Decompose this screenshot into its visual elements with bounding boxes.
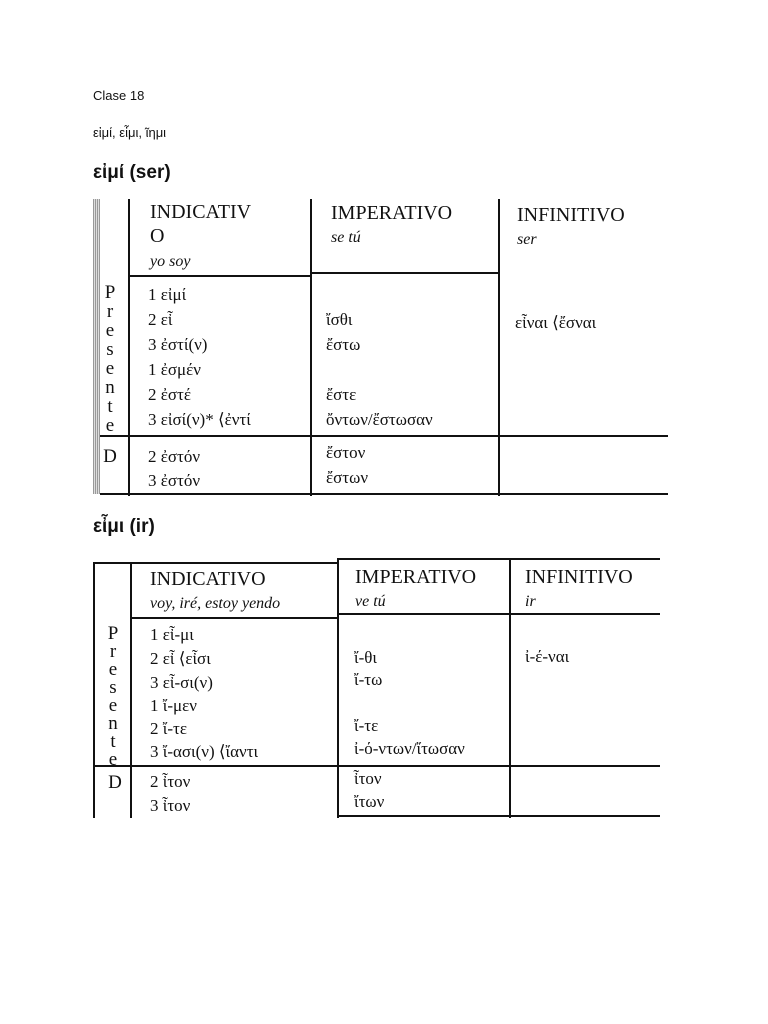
header-imperative: IMPERATIVO bbox=[331, 202, 453, 224]
indicative-form: 2 εἶ ⟨εἶσι bbox=[150, 649, 211, 668]
indicative-form: 3 ἴ-ασι(ν) ⟨ἴαντι bbox=[150, 742, 259, 761]
side-letter: n bbox=[108, 713, 118, 734]
side-letter: e bbox=[108, 749, 118, 770]
header-imperative-sub: se tú bbox=[331, 229, 361, 246]
header-indicative-a: INDICATIV bbox=[150, 201, 252, 223]
class-title: Clase 18 bbox=[93, 88, 145, 103]
imperative-form: ἴ-τω bbox=[354, 670, 383, 689]
side-letter: e bbox=[105, 320, 115, 341]
imperative-form: ἔστε bbox=[326, 385, 357, 404]
infinitive-form: ἰ-έ-ναι bbox=[525, 647, 570, 666]
header-infinitive-sub: ir bbox=[525, 593, 536, 610]
side-letter: s bbox=[106, 339, 114, 360]
dual-indicative-form: 2 ἶτον bbox=[150, 772, 191, 791]
section1-heading: εἰμί (ser) bbox=[93, 162, 171, 183]
side-letter: e bbox=[108, 695, 118, 716]
imperative-form: ἴσθι bbox=[326, 310, 353, 329]
header-indicative-sub: yo soy bbox=[150, 253, 191, 270]
side-letter: t bbox=[107, 396, 113, 417]
indicative-form: 2 ἐστέ bbox=[148, 385, 192, 404]
indicative-form: 1 ἐσμέν bbox=[148, 360, 201, 379]
scan-edge-stripe bbox=[93, 199, 100, 494]
indicative-form: 1 ἴ-μεν bbox=[150, 696, 197, 715]
side-letter: r bbox=[109, 641, 117, 662]
dual-imperative-form: ἴτων bbox=[354, 792, 385, 811]
side-letter: P bbox=[104, 282, 116, 303]
header-infinitive-sub: ser bbox=[517, 231, 537, 248]
dual-indicative-form: 3 ἶτον bbox=[150, 796, 191, 815]
dual-indicative-form: 3 ἐστόν bbox=[148, 471, 201, 490]
dual-indicative-form: 2 ἐστόν bbox=[148, 447, 201, 466]
side-letter: P bbox=[107, 623, 119, 644]
side-letter: e bbox=[105, 358, 115, 379]
conjugation-table-eimi-ir bbox=[93, 558, 660, 818]
dual-imperative-form: ἔστον bbox=[326, 443, 366, 462]
side-dual-label: D bbox=[108, 772, 122, 793]
imperative-form: ὄντων/ἔστωσαν bbox=[326, 410, 433, 429]
infinitive-form: εἶναι ⟨ἔσναι bbox=[515, 313, 597, 332]
side-letter: r bbox=[106, 301, 114, 322]
side-dual-label: D bbox=[103, 446, 117, 467]
header-infinitive: INFINITIVO bbox=[517, 204, 625, 226]
side-letter: s bbox=[109, 677, 117, 698]
verbs-line: εἰμί, εἶμι, ῖημι bbox=[93, 125, 167, 140]
header-indicative-sub: voy, iré, estoy yendo bbox=[150, 595, 281, 612]
indicative-form: 2 εἶ bbox=[148, 310, 173, 329]
indicative-form: 1 εἰμί bbox=[148, 285, 187, 304]
indicative-form: 2 ἴ-τε bbox=[150, 719, 187, 738]
indicative-form: 3 εἰσί(ν)* ⟨ἐντί bbox=[148, 410, 251, 429]
imperative-form: ἰ-ό-ντων/ἴτωσαν bbox=[354, 739, 465, 758]
indicative-form: 1 εἶ-μι bbox=[150, 625, 194, 644]
imperative-form: ἴ-θι bbox=[354, 648, 377, 667]
header-indicative: INDICATIVO bbox=[150, 568, 266, 590]
dual-imperative-form: ἔστων bbox=[326, 468, 369, 487]
conjugation-table-eimi-ser bbox=[93, 199, 668, 496]
header-infinitive: INFINITIVO bbox=[525, 566, 633, 588]
side-letter: t bbox=[110, 731, 116, 752]
header-indicative-b: O bbox=[150, 225, 165, 247]
indicative-form: 3 ἐστί(ν) bbox=[148, 335, 208, 354]
imperative-form: ἴ-τε bbox=[354, 716, 379, 735]
section2-heading: εἶμι (ir) bbox=[93, 516, 155, 537]
header-imperative: IMPERATIVO bbox=[355, 566, 477, 588]
side-letter: n bbox=[105, 377, 115, 398]
indicative-form: 3 εἶ-σι(ν) bbox=[150, 673, 213, 692]
imperative-form: ἔστω bbox=[326, 335, 361, 354]
side-letter: e bbox=[108, 659, 118, 680]
header-imperative-sub: ve tú bbox=[355, 593, 386, 610]
side-letter: e bbox=[105, 415, 115, 436]
dual-imperative-form: ἶτον bbox=[354, 769, 382, 788]
